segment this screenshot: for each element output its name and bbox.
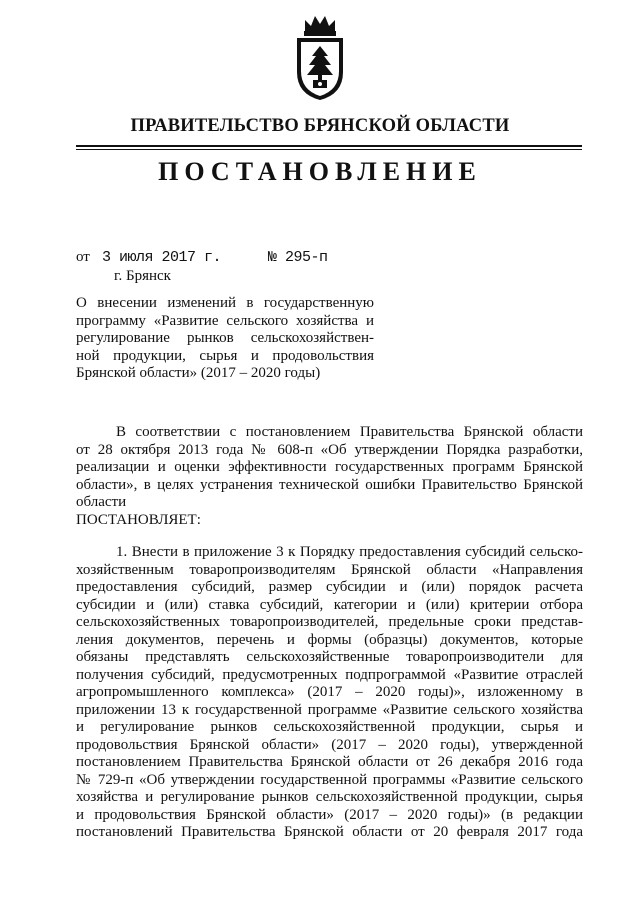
document-number: № 295-п xyxy=(268,249,328,266)
document-type-title: ПОСТАНОВЛЕНИЕ xyxy=(158,157,482,186)
decree-word: ПОСТАНОВЛЯЕТ: xyxy=(76,511,201,528)
header-rule-thin xyxy=(76,149,582,150)
clause-line: постановлением Правительства Брянской области от 26 декабря 2016 года xyxy=(76,754,583,770)
clause-line: № 729-п «Об утверждении государственной программы «Развитие сельского xyxy=(76,771,583,788)
subject-line: Брянской области» (2017 – 2020 годы) xyxy=(76,365,321,381)
subject-line: ной продукции, сырья и продовольствия xyxy=(76,347,374,364)
subject-line: программу «Развитие сельского хозяйства и xyxy=(76,312,374,329)
clause-line: сельскохозяйственных товаропроизводителей, предельные сроки представ- xyxy=(76,614,583,630)
header-rule-thick xyxy=(76,145,582,147)
clause-line: агропромышленного комплекса» (2017 – 2020 годы)», изложенному в xyxy=(76,684,583,700)
clause-line: ления документов, перечень и формы (образцы) документов, которые xyxy=(76,631,583,648)
subject-line: регулирование рынков сельскохозяйствен- xyxy=(76,330,374,346)
preamble-line: области xyxy=(76,494,127,510)
clause-line: получения субсидий, предусмотренных подпрограммой «Развитие отраслей xyxy=(76,666,583,683)
clause-line: субсидии и (или) ставка субсидий, категории и (или) критерии отбора xyxy=(76,596,583,613)
document-city: г. Брянск xyxy=(114,268,171,284)
clause-line: продовольствия Брянской области» (2017 – 2020 годы), утвержденной xyxy=(76,736,583,753)
clause-line: и регулирование рынков сельскохозяйственной продукции, сырья и xyxy=(76,719,583,735)
preamble-paragraph xyxy=(76,424,583,529)
clause-line: постановлений Правительства Брянской области от 20 февраля 2017 года xyxy=(76,824,583,840)
government-name: ПРАВИТЕЛЬСТВО БРЯНСКОЙ ОБЛАСТИ xyxy=(130,116,510,136)
preamble-line: реализации и оценки эффективности государственных программ Брянской xyxy=(76,459,583,475)
clause-line: предоставления субсидий, размер субсидии и (или) порядок расчета xyxy=(76,579,583,595)
subject-line: О внесении изменений в государственную xyxy=(76,295,374,311)
clause-line: хозяйственным товаропроизводителям Брянской области «Направления xyxy=(76,561,583,578)
clause-line: хозяйства и регулирование рынков сельскохозяйственной продукции, сырья xyxy=(76,789,583,805)
preamble-line: В соответствии с постановлением Правительства Брянской области xyxy=(116,424,583,440)
date-prefix: от xyxy=(76,249,90,265)
preamble-line: от 28 октября 2013 года № 608-п «Об утверждении Порядка разработки, xyxy=(76,441,583,458)
clause-line: 1. Внести в приложение 3 к Порядку предоставления субсидий сельско- xyxy=(116,544,583,560)
preamble-line: области», в целях устранения технической ошибки Правительство Брянской xyxy=(76,476,583,493)
clause-line: приложении 13 к государственной программе «Развитие сельского хозяйства xyxy=(76,701,583,718)
clause-1 xyxy=(76,544,583,842)
document-date: 3 июля 2017 г. xyxy=(102,249,222,266)
document-subject xyxy=(76,295,374,383)
bryansk-coat-of-arms-icon xyxy=(291,10,349,104)
clause-line: обязаны представлять сельскохозяйственные товаропроизводители для xyxy=(76,649,583,665)
clause-line: и продовольствия Брянской области» (2017 – 2020 годы)» (в редакции xyxy=(76,806,583,823)
